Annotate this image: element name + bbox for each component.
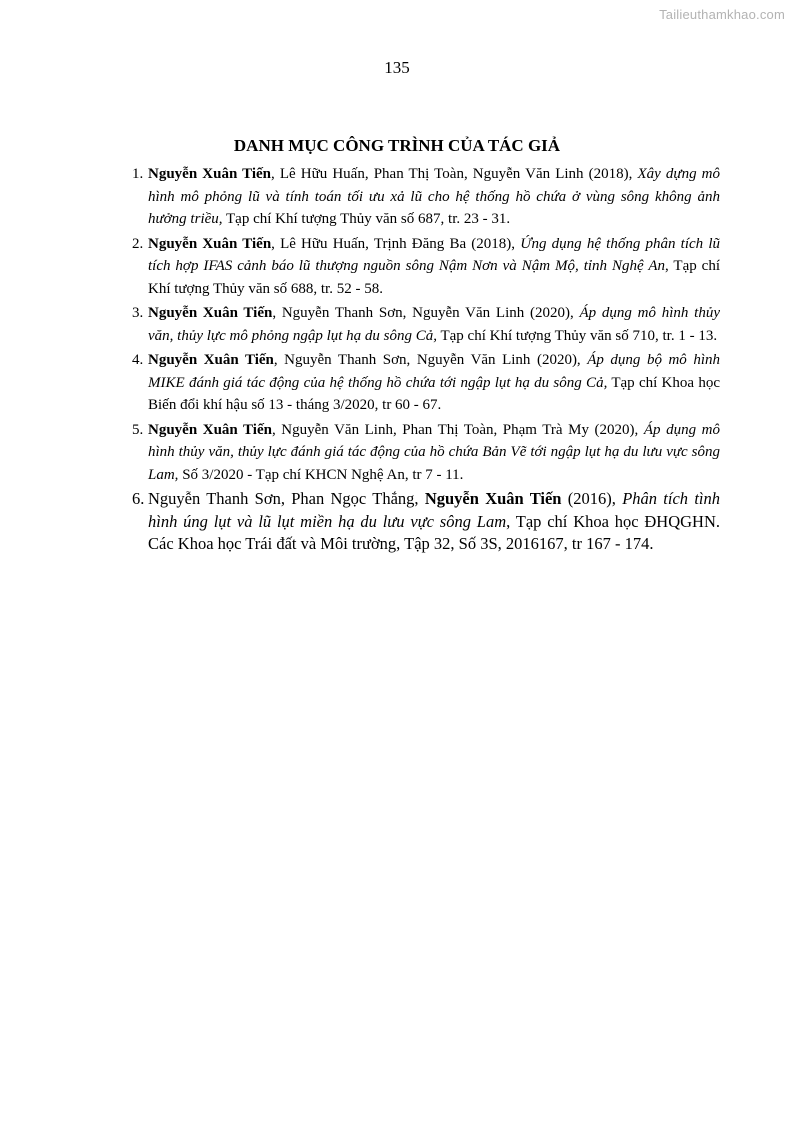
reference-authors: (2016), <box>561 489 623 508</box>
author-highlight: Nguyễn Xuân Tiến <box>148 166 272 182</box>
reference-item <box>132 302 720 347</box>
reference-authors: , Nguyễn Văn Linh, Phan Thị Toàn, Phạm Trà My (2020), <box>271 421 644 438</box>
reference-authors: , Lê Hữu Huấn, Trịnh Đăng Ba (2018), <box>271 235 521 252</box>
author-highlight: Nguyễn Xuân Tiến <box>148 421 272 438</box>
reference-list <box>132 163 720 558</box>
reference-authors: , Lê Hữu Huấn, Phan Thị Toàn, Nguyễn Văn Linh (2018), <box>271 166 638 182</box>
reference-title: Áp dụng bộ mô hình MIKE đánh giá tác động của hệ thống hồ chứa tới ngập lụt hạ du sông Cả, <box>148 352 720 391</box>
reference-item <box>132 488 720 556</box>
reference-title: Ứng dụng hệ thống phân tích lũ tích hợp IFAS cảnh báo lũ thượng nguồn sông Nậm Nơn và Nậm Mộ, tỉnh Nghệ An <box>148 235 720 274</box>
reference-title: Áp dụng mô hình thủy văn, thủy lực đánh giá tác động của hồ chứa Bản Vẽ tới ngập lụt hạ du lưu vực sông Lam, <box>148 421 720 483</box>
author-highlight: Nguyễn Xuân Tiến <box>148 305 273 321</box>
author-highlight: Nguyễn Xuân Tiến <box>148 352 274 368</box>
reference-item <box>132 233 720 301</box>
reference-authors-before: Nguyễn Thanh Sơn, Phan Ngọc Thắng, <box>148 489 425 508</box>
reference-number: 6. <box>132 489 145 508</box>
author-highlight: Nguyễn Xuân Tiến <box>424 489 562 508</box>
reference-authors: , Nguyễn Thanh Sơn, Nguyễn Văn Linh (2020), <box>272 305 580 321</box>
reference-item <box>132 419 720 487</box>
page-title: DANH MỤC CÔNG TRÌNH CỦA TÁC GIẢ <box>233 136 561 155</box>
reference-source: Tạp chí Khí tượng Thủy văn số 710, tr. 1 - 13. <box>437 327 718 344</box>
reference-title: Áp dụng mô hình thủy văn, thủy lực mô phỏng ngập lụt hạ du sông Cả, <box>148 305 720 344</box>
reference-number: 5. <box>132 421 144 438</box>
reference-source: Tạp chí Khoa học Biến đổi khí hậu số 13 - tháng 3/2020, tr 60 - 67. <box>148 374 720 413</box>
reference-source: Tạp chí Khí tượng Thủy văn số 687, tr. 23 - 31. <box>222 211 511 227</box>
reference-item <box>132 163 720 231</box>
reference-number: 2. <box>132 235 144 252</box>
reference-source: , Tạp chí Khoa học ĐHQGHN. Các Khoa học Trái đất và Môi trường, Tập 32, Số 3S, 2016167, tr 167 - 174. <box>148 511 720 553</box>
reference-number: 4. <box>132 352 144 368</box>
reference-source: Số 3/2020 - Tạp chí KHCN Nghệ An, tr 7 - 11. <box>178 466 464 483</box>
reference-number: 3. <box>132 305 144 321</box>
watermark: Tailieuthamkhao.com <box>659 7 785 22</box>
reference-item <box>132 349 720 417</box>
reference-title: Phân tích tình hình úng lụt và lũ lụt miền hạ du lưu vực sông Lam <box>148 489 720 531</box>
reference-title: Xây dựng mô hình mô phỏng lũ và tính toán tối ưu xả lũ cho hệ thống hồ chứa ở vùng sông không ảnh hưởng triều, <box>148 166 720 227</box>
page-number: 135 <box>384 58 410 77</box>
reference-authors: , Nguyễn Thanh Sơn, Nguyễn Văn Linh (2020), <box>273 352 588 368</box>
reference-number: 1. <box>132 166 144 182</box>
reference-source: , Tạp chí Khí tượng Thủy văn số 688, tr. 52 - 58. <box>148 258 720 297</box>
author-highlight: Nguyễn Xuân Tiến <box>148 235 272 252</box>
